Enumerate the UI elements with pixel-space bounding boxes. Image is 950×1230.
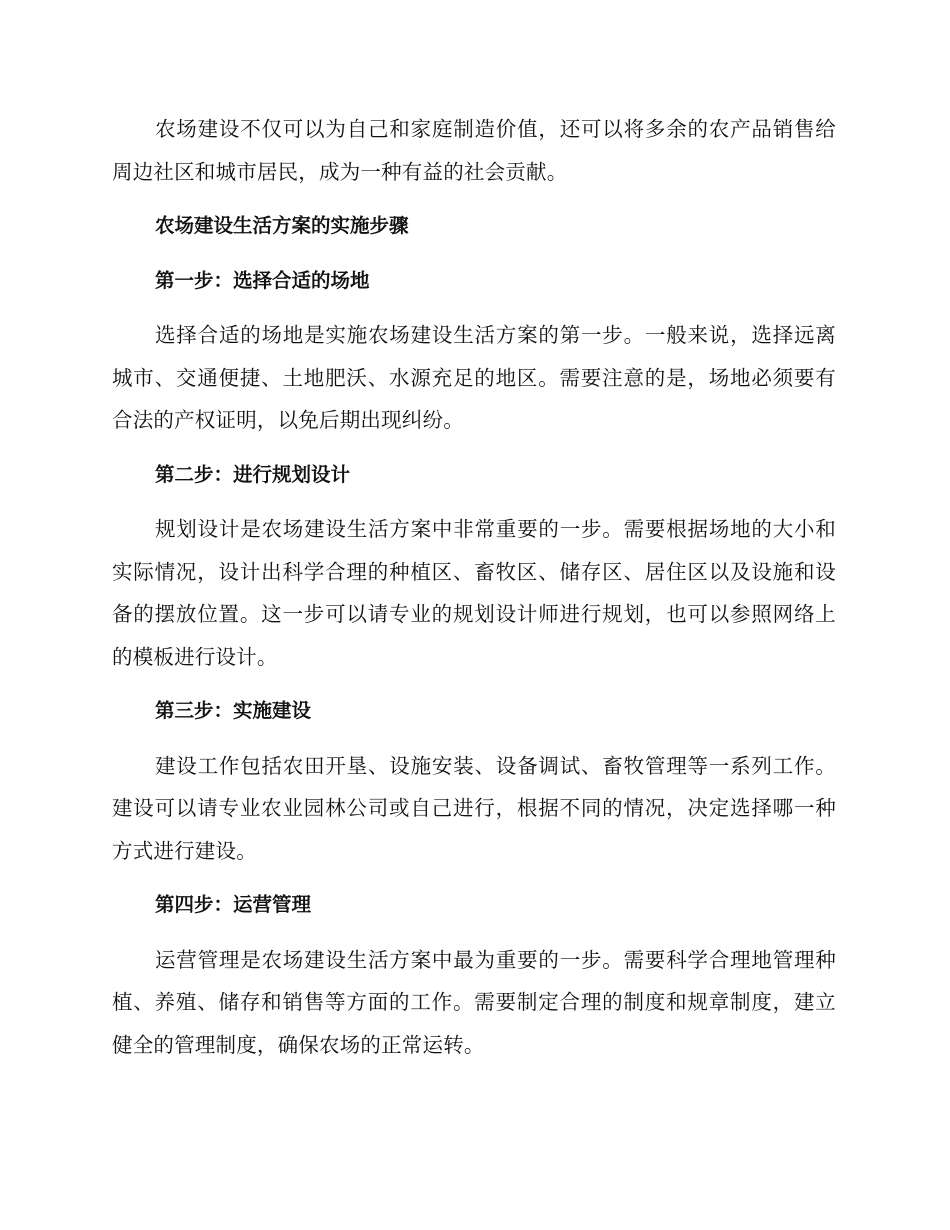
step-2-heading: 第二步：进行规划设计 [155, 462, 351, 486]
step-2-paragraph: 规划设计是农场建设生活方案中非常重要的一步。需要根据场地的大小和实际情况，设计出科学合理的种植区、畜牧区、储存区、居住区以及设施和设备的摆放位置。这一步可以请专业的规划设计师进行规划，也可以参照网络上的模板进行设计。 [112, 517, 836, 669]
step-1-paragraph: 选择合适的场地是实施农场建设生活方案的第一步。一般来说，选择远离城市、交通便捷、土地肥沃、水源充足的地区。需要注意的是，场地必须要有合法的产权证明，以免后期出现纠纷。 [112, 323, 836, 432]
step-4-heading: 第四步：运营管理 [155, 893, 312, 916]
intro-paragraph: 农场建设不仅可以为自己和家庭制造价值，还可以将多余的农产品销售给周边社区和城市居民，成为一种有益的社会贡献。 [112, 117, 836, 184]
step-3-heading: 第三步：实施建设 [155, 699, 312, 722]
step-4-paragraph: 运营管理是农场建设生活方案中最为重要的一步。需要科学合理地管理种植、养殖、储存和销售等方面的工作。需要制定合理的制度和规章制度，建立健全的管理制度，确保农场的正常运转。 [112, 947, 836, 1057]
document-page [112, 108, 836, 1066]
section-title: 农场建设生活方案的实施步骤 [155, 214, 409, 237]
step-3-paragraph: 建设工作包括农田开垦、设施安装、设备调试、畜牧管理等一系列工作。建设可以请专业农业园林公司或自己进行，根据不同的情况，决定选择哪一种方式进行建设。 [112, 753, 836, 863]
step-1-heading: 第一步：选择合适的场地 [155, 268, 370, 292]
